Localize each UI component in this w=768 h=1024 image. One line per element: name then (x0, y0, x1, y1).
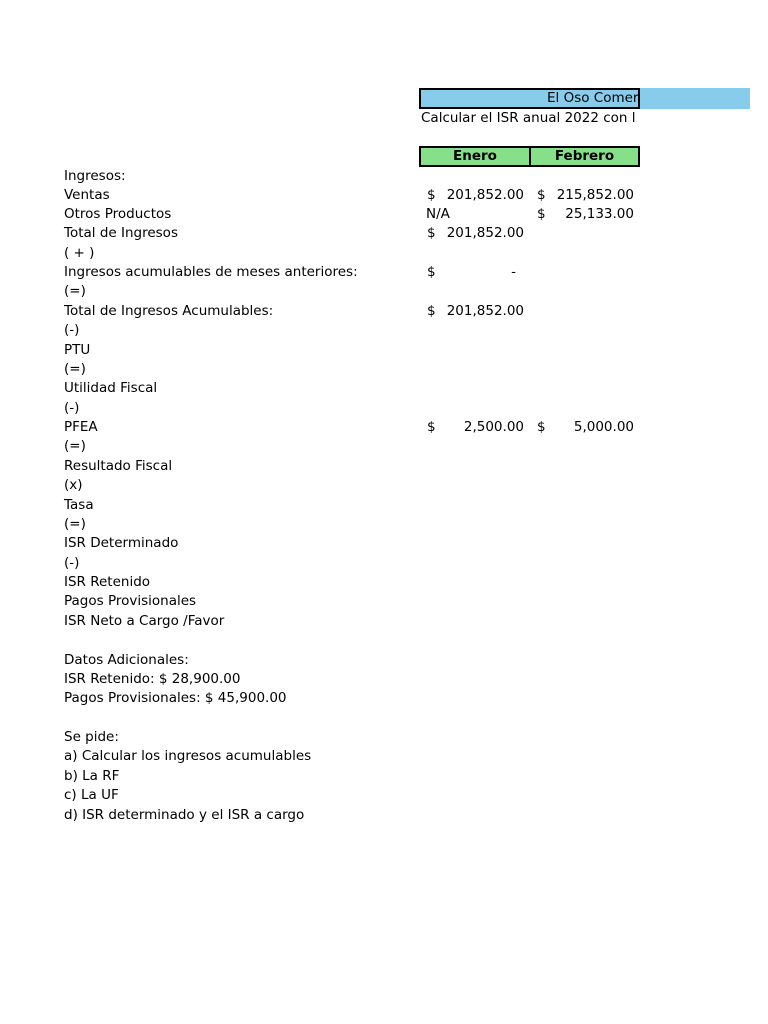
row-label: ISR Neto a Cargo /Favor (64, 613, 225, 629)
row-label: Total de Ingresos Acumulables: (64, 303, 274, 319)
ventas-febrero-value: 215,852.00 (556, 187, 634, 203)
datos-adicionales-line: Pagos Provisionales: $ 45,900.00 (64, 690, 287, 706)
row-label: PTU (64, 342, 91, 358)
row-label: Tasa (64, 497, 94, 513)
row-label: ISR Retenido (64, 574, 151, 590)
pfea-febrero-value: 5,000.00 (573, 419, 634, 435)
row-label: (=) (64, 283, 86, 299)
pfea-enero-value: 2,500.00 (463, 419, 524, 435)
row-label: ( + ) (64, 245, 95, 261)
row-label: PFEA (64, 419, 98, 435)
row-label: Ventas (64, 187, 110, 203)
currency-sign: $ (537, 187, 546, 203)
row-label: Ingresos: (64, 168, 126, 184)
row-label: Pagos Provisionales (64, 593, 197, 609)
row-label: (-) (64, 400, 80, 416)
datos-adicionales-line: ISR Retenido: $ 28,900.00 (64, 671, 241, 687)
total-ingresos-enero-value: 201,852.00 (446, 225, 524, 241)
currency-sign: $ (427, 225, 436, 241)
currency-sign: $ (427, 264, 436, 280)
row-label: Ingresos acumulables de meses anteriores: (64, 264, 358, 280)
row-label: (=) (64, 516, 86, 532)
company-title: El Oso Comer (547, 90, 639, 106)
otros-febrero-value: 25,133.00 (565, 206, 634, 222)
se-pide-title: Se pide: (64, 729, 119, 745)
row-label: Otros Productos (64, 206, 172, 222)
row-label: (-) (64, 322, 80, 338)
row-label: Utilidad Fiscal (64, 380, 158, 396)
row-label: Resultado Fiscal (64, 458, 173, 474)
column-header-enero: Enero (419, 146, 531, 167)
ventas-enero-value: 201,852.00 (446, 187, 524, 203)
row-label: (=) (64, 438, 86, 454)
currency-sign: $ (537, 419, 546, 435)
currency-sign: $ (427, 419, 436, 435)
column-header-febrero: Febrero (529, 146, 640, 167)
se-pide-item: a) Calcular los ingresos acumulables (64, 748, 312, 764)
se-pide-item: d) ISR determinado y el ISR a cargo (64, 807, 305, 823)
otros-enero-value: N/A (426, 206, 450, 222)
row-label: ISR Determinado (64, 535, 179, 551)
currency-sign: $ (537, 206, 546, 222)
currency-sign: $ (427, 187, 436, 203)
acumulables-anteriores-enero-value: - (511, 264, 516, 280)
se-pide-item: c) La UF (64, 787, 119, 803)
row-label: (=) (64, 361, 86, 377)
currency-sign: $ (427, 303, 436, 319)
subtitle: Calcular el ISR anual 2022 con l (421, 110, 636, 126)
datos-adicionales-title: Datos Adicionales: (64, 652, 189, 668)
se-pide-item: b) La RF (64, 768, 120, 784)
total-acumulables-enero-value: 201,852.00 (446, 303, 524, 319)
row-label: (-) (64, 555, 80, 571)
row-label: (x) (64, 477, 83, 493)
row-label: Total de Ingresos (64, 225, 178, 241)
